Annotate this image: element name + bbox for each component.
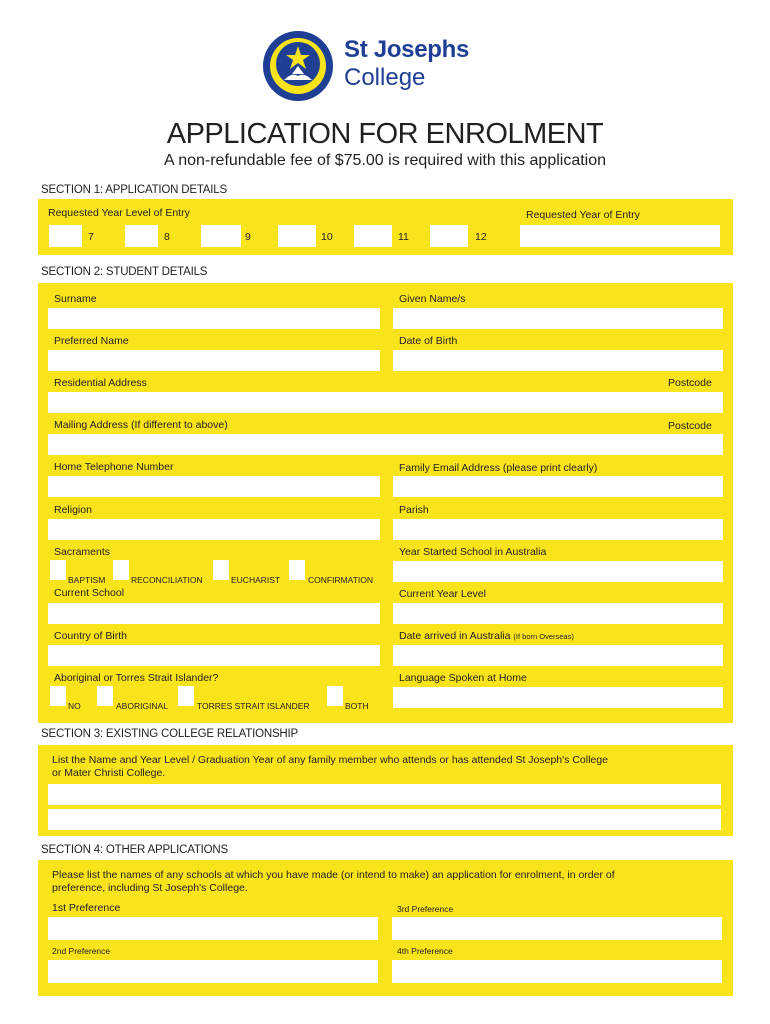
year-started-input[interactable]: [393, 561, 723, 582]
page-title: APPLICATION FOR ENROLMENT: [166, 118, 604, 150]
year-of-entry-input[interactable]: [520, 225, 720, 247]
section4-instruction-1: Please list the names of any schools at which you have made (or intend to make) an application for enrolment, in order of: [52, 869, 615, 881]
preferred-name-input[interactable]: [48, 350, 380, 371]
mailing-postcode-label: Postcode: [668, 420, 712, 432]
aboriginal-option-label: ABORIGINAL: [116, 701, 168, 711]
year-7-label: 7: [88, 231, 94, 243]
preferred-name-label: Preferred Name: [54, 335, 129, 347]
section2-panel: [38, 283, 733, 723]
country-of-birth-input[interactable]: [48, 645, 380, 666]
sacraments-label: Sacraments: [54, 546, 111, 558]
year-12-label: 12: [475, 231, 487, 243]
pref4-input[interactable]: [392, 960, 722, 983]
mailing-label: Mailing Address (If different to above): [54, 419, 228, 431]
year-entry-label: Requested Year of Entry: [526, 209, 640, 221]
family-member-input-2[interactable]: [48, 809, 721, 830]
religion-label: Religion: [54, 504, 92, 516]
current-year-level-label: Current Year Level: [399, 588, 486, 600]
year-8-label: 8: [164, 231, 170, 243]
year-started-label: Year Started School in Australia: [399, 546, 547, 558]
residential-postcode-label: Postcode: [668, 377, 712, 389]
year-11-label: 11: [398, 231, 409, 243]
crest-icon: [262, 30, 334, 102]
no-checkbox[interactable]: [50, 686, 66, 706]
family-email-input[interactable]: [393, 476, 723, 497]
confirmation-label: CONFIRMATION: [308, 575, 374, 585]
no-label: NO: [68, 701, 81, 711]
residential-address-input[interactable]: [48, 392, 723, 413]
pref1-input[interactable]: [48, 917, 378, 940]
year-7-checkbox[interactable]: [49, 225, 82, 247]
year-10-checkbox[interactable]: [278, 225, 316, 247]
confirmation-checkbox[interactable]: [289, 560, 305, 580]
language-label: Language Spoken at Home: [399, 672, 527, 684]
section3-panel: [38, 745, 733, 836]
date-arrived-text: Date arrived in Australia: [399, 630, 511, 642]
section3-heading: SECTION 3: EXISTING COLLEGE RELATIONSHIP: [41, 728, 298, 740]
pref4-label: 4th Preference: [397, 946, 453, 956]
school-sub: College: [344, 64, 426, 91]
pref2-label: 2nd Preference: [52, 946, 111, 956]
baptism-label: BAPTISM: [68, 575, 106, 585]
date-arrived-note: (If born Overseas): [513, 632, 574, 641]
section1-heading: SECTION 1: APPLICATION DETAILS: [41, 184, 227, 196]
eucharist-label: EUCHARIST: [231, 575, 281, 585]
dob-input[interactable]: [393, 350, 723, 371]
eucharist-checkbox[interactable]: [213, 560, 229, 580]
section4-panel: [38, 860, 733, 996]
language-input[interactable]: [393, 687, 723, 708]
current-school-input[interactable]: [48, 603, 380, 624]
surname-input[interactable]: [48, 308, 380, 329]
pref3-input[interactable]: [392, 917, 722, 940]
home-phone-input[interactable]: [48, 476, 380, 497]
year-8-checkbox[interactable]: [125, 225, 158, 247]
mailing-address-input[interactable]: [48, 434, 723, 455]
section2-heading: SECTION 2: STUDENT DETAILS: [41, 266, 208, 278]
year-9-label: 9: [245, 231, 251, 243]
fee-note: A non-refundable fee of $75.00 is required with this application: [163, 152, 607, 169]
year-9-checkbox[interactable]: [201, 225, 241, 247]
section4-heading: SECTION 4: OTHER APPLICATIONS: [41, 844, 228, 856]
aboriginal-label: Aboriginal or Torres Strait Islander?: [54, 672, 219, 684]
both-label: BOTH: [345, 701, 369, 711]
country-of-birth-label: Country of Birth: [54, 630, 127, 642]
current-year-level-input[interactable]: [393, 603, 723, 624]
dob-label: Date of Birth: [399, 335, 458, 347]
parish-input[interactable]: [393, 519, 723, 540]
year-11-checkbox[interactable]: [354, 225, 392, 247]
date-arrived-input[interactable]: [393, 645, 723, 666]
section3-instruction-2: or Mater Christi College.: [52, 767, 166, 779]
section1-panel: [38, 199, 733, 255]
given-names-input[interactable]: [393, 308, 723, 329]
baptism-checkbox[interactable]: [50, 560, 66, 580]
school-name: St Josephs: [344, 36, 470, 63]
section3-instruction-1: List the Name and Year Level / Graduation Year of any family member who attends or has attended St Joseph's College: [52, 754, 608, 766]
year-level-label: Requested Year Level of Entry: [48, 207, 190, 219]
parish-label: Parish: [399, 504, 429, 516]
current-school-label: Current School: [54, 587, 125, 599]
surname-label: Surname: [54, 293, 97, 305]
residential-label: Residential Address: [54, 377, 147, 389]
given-names-label: Given Name/s: [399, 293, 466, 305]
reconciliation-checkbox[interactable]: [113, 560, 129, 580]
family-email-label: Family Email Address (please print clearly): [399, 462, 598, 474]
both-checkbox[interactable]: [327, 686, 343, 706]
section4-instruction-2: preference, including St Joseph's College.: [52, 882, 248, 894]
torres-strait-label: TORRES STRAIT ISLANDER: [197, 701, 310, 711]
year-10-label: 10: [321, 231, 333, 243]
year-12-checkbox[interactable]: [430, 225, 468, 247]
date-arrived-label: [399, 630, 574, 642]
home-phone-label: Home Telephone Number: [54, 461, 174, 473]
pref2-input[interactable]: [48, 960, 378, 983]
pref1-label: 1st Preference: [52, 902, 121, 914]
pref3-label: 3rd Preference: [397, 904, 454, 914]
family-member-input-1[interactable]: [48, 784, 721, 805]
aboriginal-checkbox[interactable]: [97, 686, 113, 706]
reconciliation-label: RECONCILIATION: [131, 575, 203, 585]
torres-strait-checkbox[interactable]: [178, 686, 194, 706]
religion-input[interactable]: [48, 519, 380, 540]
